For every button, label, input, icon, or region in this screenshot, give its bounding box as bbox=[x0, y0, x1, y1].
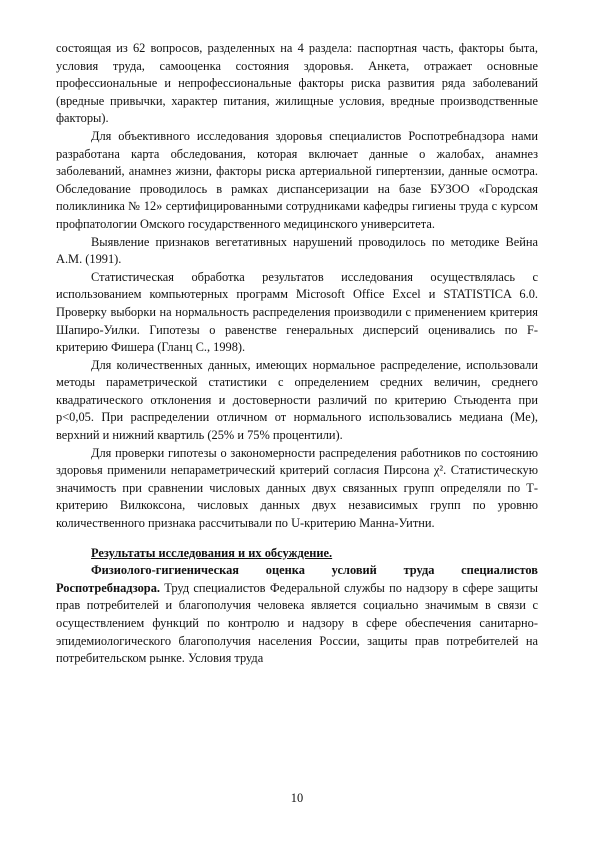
body-text bbox=[56, 40, 538, 668]
paragraph-bold-lead: Физиолого-гигиеническая оценка условий труда специалистов Роспотребнадзора. bbox=[56, 563, 538, 595]
paragraph-questionnaire: состоящая из 62 вопросов, разделенных на 4 раздела: паспортная часть, факторы быта, условия труда, самооценка состояния здоровья. Анкета, отражает основные профессиональные и непрофессиональные факторы риска развития ряда заболеваний (вредные привычки, характер питания, жилищные условия, вредные производственные факторы). bbox=[56, 41, 538, 126]
paragraph-body: Труд специалистов Федеральной службы по надзору в сфере защиты прав потребителей и благополучия человека является социально значимым в связи с осуществлением функций по контролю и надзору в сфере обеспечения санитарно-эпидемиологического благополучия населения России, защиты прав потребителей на потребительском рынке. Условия труда bbox=[56, 580, 538, 666]
paragraph-working-conditions bbox=[56, 562, 538, 668]
paragraph-statistics-software: Статистическая обработка результатов исследования осуществлялась с использованием компьютерных программ Microsoft Office Excel и STATISTICA 6.0. Проверку выборки на нормальность распределения производили с применением критерия Шапиро-Уилки. Гипотезы о равенстве генеральных дисперсий оценивались по F-критерию Фишера (Гланц С., 1998). bbox=[56, 269, 538, 355]
paragraph-hypothesis-tests: Для проверки гипотезы о закономерности распределения работников по состоянию здоровья применили непараметрический критерий согласия Пирсона χ². Статистическую значимость при сравнении числовых данных двух связанных групп определяли по Т-критерию Вилкоксона, числовых данных двух независимых групп по уровню количественного признака рассчитывали по U-критерию Манна-Уитни. bbox=[56, 445, 538, 531]
paragraph-vegetative-method: Выявление признаков вегетативных нарушений проводилось по методике Вейна А.М. (1991). bbox=[56, 234, 538, 267]
section-heading-results: Результаты исследования и их обсуждение. bbox=[91, 545, 333, 560]
paragraph-examination-card: Для объективного исследования здоровья специалистов Роспотребнадзора нами разработана карта обследования, которая включает данные о жалобах, анамнез заболеваний, анамнез жизни, факторы риска артериальной гипертензии, данные осмотра. Обследование проводилось в рамках диспансеризации на базе БУЗОО «Городская поликлиника № 12» сертифицированными сотрудниками кафедры гигиены труда с курсом профпатологии Омского государственного медицинского университета. bbox=[56, 128, 538, 231]
paragraph-quantitative-data: Для количественных данных, имеющих нормальное распределение, использовали методы параметрической статистики с определением средних величин, среднего квадратического отклонения и достоверности различий по критерию Стьюдента при p<0,05. При распределении отличном от нормального использовались медиана (Ме), верхний и нижний квартиль (25% и 75% процентили). bbox=[56, 357, 538, 443]
page-number: 10 bbox=[290, 791, 304, 805]
